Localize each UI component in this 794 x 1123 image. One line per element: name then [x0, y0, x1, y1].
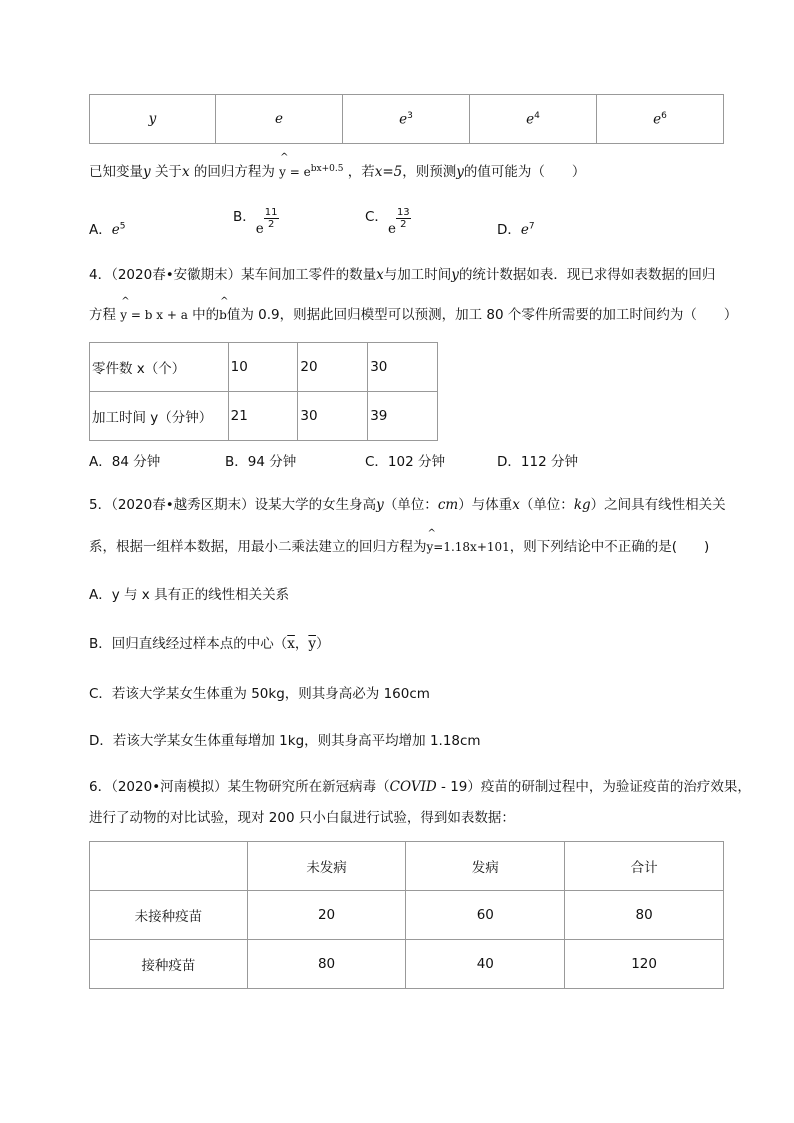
q6-header-cell [90, 842, 248, 891]
q4-row-head: 加工时间 y（分钟） [90, 392, 229, 441]
q5-option-a[interactable]: A．y 与 x 具有正的线性相关关系 [89, 587, 290, 603]
q6-cell: 80 [247, 940, 406, 989]
q5-option-d[interactable]: D．若该大学某女生体重每增加 1kg，则其身高平均增加 1.18cm [89, 733, 481, 749]
q6-stem-line2: 进行了动物的对比试验，现对 200 只小白鼠进行试验，得到如表数据： [89, 810, 515, 826]
q4-stem-line1: 4．（2020春•安徽期末）某车间加工零件的数量x与加工时间y的统计数据如表．现已求得如表数据的回归 [89, 267, 716, 283]
q4-option-b[interactable]: B．94 分钟 [225, 454, 297, 470]
top-cell-e6: $e^6$ [596, 95, 723, 144]
q3-option-d[interactable]: D．$e^7$ [497, 221, 535, 238]
q4-cell: 20 [298, 343, 368, 392]
top-cell-e: e [215, 95, 342, 144]
q3-stem: 已知变量y 关于x 的回归方程为 ^ $y = e^{bx+0.5}$ ，若x=5，则预测y的值可能为（ ） [89, 160, 585, 180]
q6-cell: 60 [406, 891, 565, 940]
q4-equation: ^ y = b x + a [120, 308, 188, 322]
q4-option-d[interactable]: D．112 分钟 [497, 454, 578, 470]
q6-cell: 20 [247, 891, 406, 940]
q6-stem-line1: 6．（2020•河南模拟）某生物研究所在新冠病毒（COVID - 19）疫苗的研制过程中，为验证疫苗的治疗效果， [89, 779, 751, 795]
q5-stem-line2: 系，根据一组样本数据，用最小二乘法建立的回归方程为^ y=1.18x+101，则下列结论中不正确的是( ) [89, 535, 709, 555]
q6-cell: 120 [565, 940, 724, 989]
q6-cell: 40 [406, 940, 565, 989]
top-cell-e3: $e^3$ [342, 95, 469, 144]
q3-option-c[interactable]: C．e $\frac{13}{2}$ [365, 207, 410, 237]
q6-header-cell: 发病 [406, 842, 565, 891]
q4-option-c[interactable]: C．102 分钟 [365, 454, 445, 470]
q6-data-table [89, 841, 724, 989]
q4-stem-line2: 方程 ^ y = b x + a 中的^ b值为 0.9，则据此回归模型可以预测，加工 80 个零件所需要的加工时间约为（ ） [89, 303, 737, 323]
q3-equation: ^ $y = e^{bx+0.5}$ [279, 164, 343, 179]
q5-option-b[interactable]: B．回归直线经过样本点的中心（$\overline{x}$，$\overline{y}$） [89, 636, 330, 652]
q4-cell: 21 [228, 392, 298, 441]
q4-cell: 10 [228, 343, 298, 392]
q5-equation: ^ y=1.18x+101 [427, 540, 510, 554]
q6-header-cell: 未发病 [247, 842, 406, 891]
top-cell-y: y [90, 95, 216, 144]
q4-cell: 30 [368, 343, 438, 392]
q6-row-head: 未接种疫苗 [90, 891, 248, 940]
q5-stem-line1: 5．（2020春•越秀区期末）设某大学的女生身高y（单位：cm）与体重x（单位：kg）之间具有线性相关关 [89, 497, 726, 513]
top-cell-e4: $e^4$ [469, 95, 596, 144]
q3-option-b[interactable]: B．e $\frac{11}{2}$ [233, 207, 278, 237]
q4-cell: 30 [298, 392, 368, 441]
q6-cell: 80 [565, 891, 724, 940]
q5-option-c[interactable]: C．若该大学某女生体重为 50kg，则其身高必为 160cm [89, 686, 430, 702]
q4-data-table [89, 342, 438, 441]
q3-option-a[interactable]: A．$e^5$ [89, 221, 126, 238]
q4-row-head: 零件数 x（个） [90, 343, 229, 392]
q6-header-cell: 合计 [565, 842, 724, 891]
top-data-table [89, 94, 724, 144]
q4-option-a[interactable]: A．84 分钟 [89, 454, 161, 470]
q6-row-head: 接种疫苗 [90, 940, 248, 989]
q4-cell: 39 [368, 392, 438, 441]
